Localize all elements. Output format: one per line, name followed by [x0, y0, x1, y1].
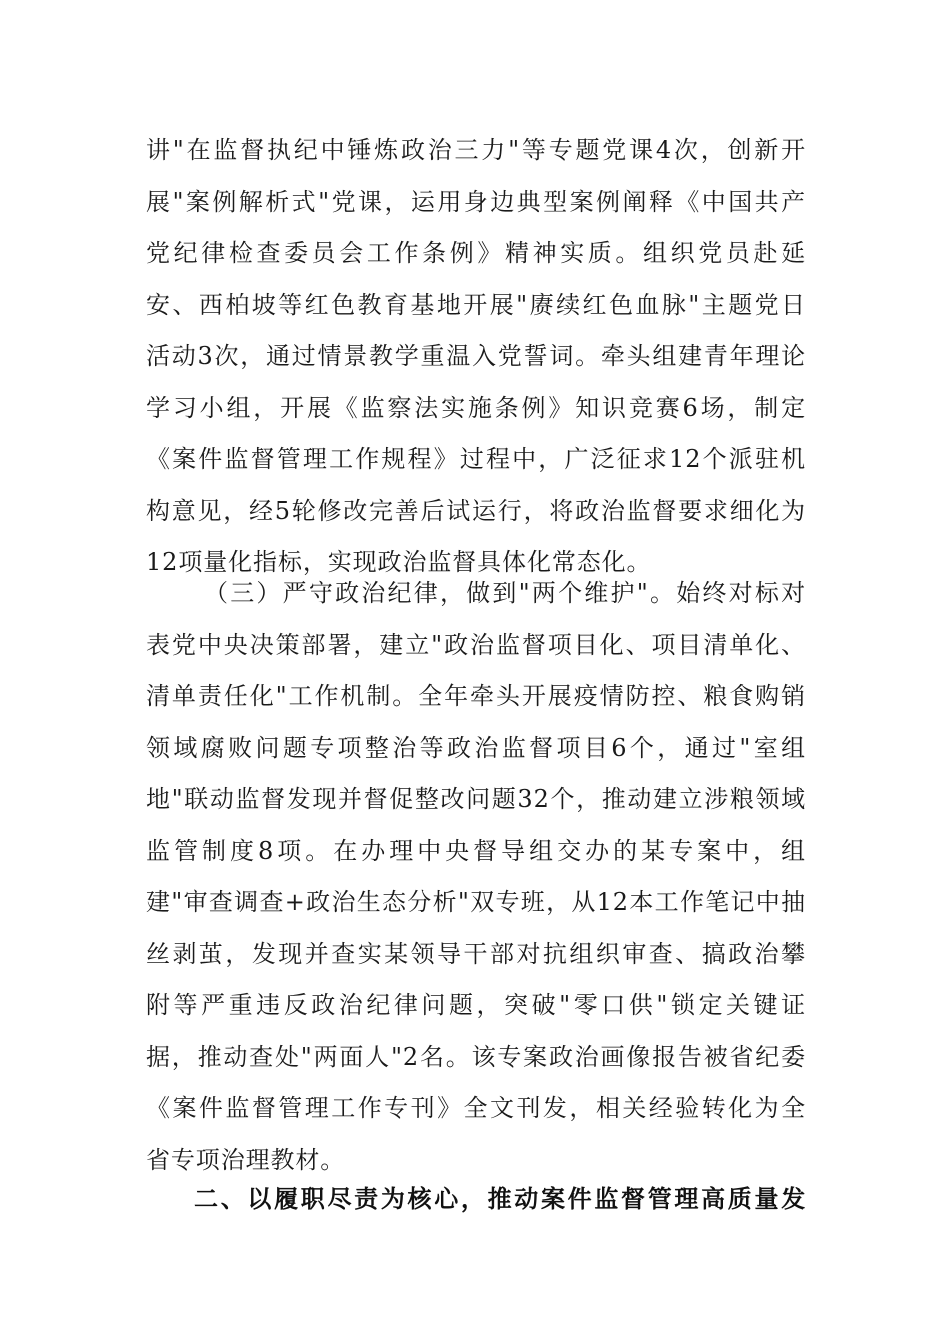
paragraph-line: 表党中央决策部署，建立"政治监督项目化、项目清单化、	[146, 630, 806, 659]
paragraph-line: 安、西柏坡等红色教育基地开展"赓续红色血脉"主题党日	[146, 290, 806, 319]
paragraph-line: （三）严守政治纪律，做到"两个维护"。始终对标对	[204, 579, 806, 607]
paragraph-line: 地"联动监督发现并督促整改问题32个，推动建立涉粮领域	[146, 785, 806, 813]
paragraph-line: 构意见，经5轮修改完善后试运行，将政治监督要求细化为	[146, 496, 806, 525]
paragraph-line: 丝剥茧，发现并查实某领导干部对抗组织审查、搞政治攀	[146, 939, 806, 968]
paragraph-line: 讲"在监督执纪中锤炼政治三力"等专题党课4次，创新开	[146, 136, 806, 164]
paragraph-line: 领域腐败问题专项整治等政治监督项目6个，通过"室组	[146, 733, 806, 762]
paragraph-line: 《案件监督管理工作规程》过程中，广泛征求12个派驻机	[146, 445, 806, 473]
paragraph-line: 学习小组，开展《监察法实施条例》知识竞赛6场，制定	[146, 393, 806, 422]
section-heading: 二、以履职尽责为核心，推动案件监督管理高质量发	[194, 1185, 806, 1213]
paragraph-line: 党纪律检查委员会工作条例》精神实质。组织党员赴延	[146, 239, 806, 267]
paragraph-line: 活动3次，通过情景教学重温入党誓词。牵头组建青年理论	[146, 342, 806, 370]
paragraph-line: 据，推动查处"两面人"2名。该专案政治画像报告被省纪委	[146, 1042, 806, 1071]
paragraph-line: 附等严重违反政治纪律问题，突破"零口供"锁定关键证	[146, 991, 806, 1019]
paragraph-line: 省专项治理教材。	[146, 1145, 346, 1174]
paragraph-line: 12项量化指标，实现政治监督具体化常态化。	[146, 548, 652, 576]
paragraph-1	[146, 125, 806, 589]
paragraph-2	[146, 568, 806, 1186]
paragraph-line: 监管制度8项。在办理中央督导组交办的某专案中，组	[146, 836, 806, 865]
paragraph-line: 清单责任化"工作机制。全年牵头开展疫情防控、粮食购销	[146, 682, 806, 710]
paragraph-line: 建"审查调查+政治生态分析"双专班，从12本工作笔记中抽	[146, 888, 806, 916]
paragraph-line: 展"案例解析式"党课，运用身边典型案例阐释《中国共产	[146, 187, 806, 216]
paragraph-line: 《案件监督管理工作专刊》全文刊发，相关经验转化为全	[146, 1094, 806, 1122]
